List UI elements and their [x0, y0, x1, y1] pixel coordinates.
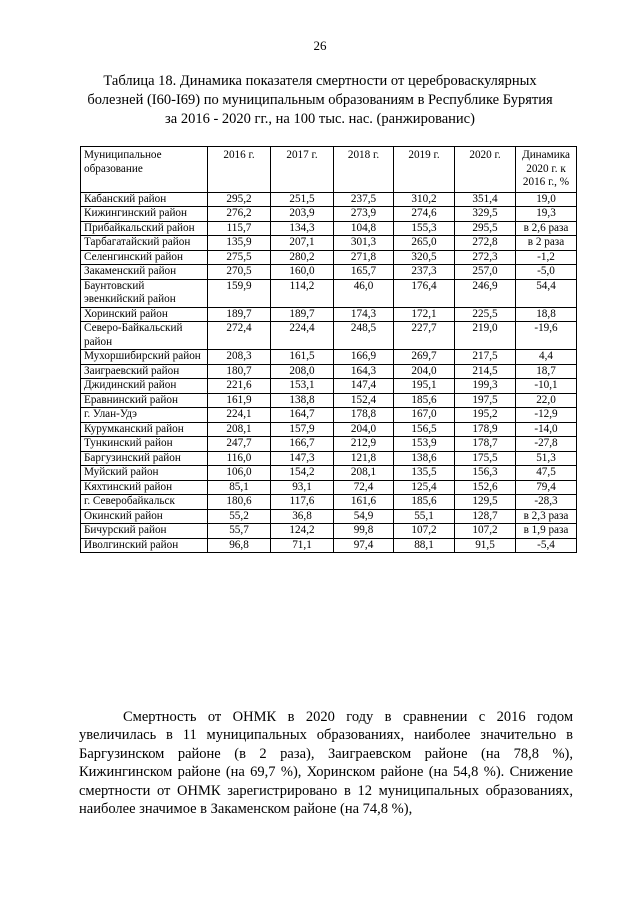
value-cell: 125,4 [394, 480, 455, 495]
value-cell: 117,6 [271, 495, 334, 510]
value-cell: -27,8 [516, 437, 577, 452]
value-cell: 54,4 [516, 279, 577, 307]
value-cell: 22,0 [516, 393, 577, 408]
value-cell: 18,7 [516, 364, 577, 379]
table-row [81, 393, 577, 408]
value-cell: 208,1 [208, 422, 271, 437]
value-cell: 19,0 [516, 192, 577, 207]
value-cell: 160,0 [271, 265, 334, 280]
value-cell: 280,2 [271, 250, 334, 265]
municipality-cell: Прибайкальский район [81, 221, 208, 236]
table-caption [60, 72, 580, 129]
value-cell: 104,8 [334, 221, 394, 236]
value-cell: 106,0 [208, 466, 271, 481]
value-cell: 93,1 [271, 480, 334, 495]
value-cell: 161,9 [208, 393, 271, 408]
value-cell: 310,2 [394, 192, 455, 207]
column-header: 2018 г. [334, 147, 394, 193]
value-cell: 219,0 [455, 322, 516, 350]
value-cell: 247,7 [208, 437, 271, 452]
municipality-cell: Селенгинский район [81, 250, 208, 265]
table-row [81, 350, 577, 365]
column-header: Динамика 2020 г. к 2016 г., % [516, 147, 577, 193]
value-cell: 189,7 [271, 307, 334, 322]
value-cell: 36,8 [271, 509, 334, 524]
value-cell: 96,8 [208, 538, 271, 553]
value-cell: 265,0 [394, 236, 455, 251]
value-cell: 115,7 [208, 221, 271, 236]
value-cell: 214,5 [455, 364, 516, 379]
value-cell: 272,3 [455, 250, 516, 265]
table-body [81, 192, 577, 553]
value-cell: 79,4 [516, 480, 577, 495]
value-cell: 135,5 [394, 466, 455, 481]
value-cell: 208,0 [271, 364, 334, 379]
municipality-cell: Муйский район [81, 466, 208, 481]
value-cell: 147,3 [271, 451, 334, 466]
value-cell: 246,9 [455, 279, 516, 307]
value-cell: 195,2 [455, 408, 516, 423]
value-cell: 134,3 [271, 221, 334, 236]
column-header: 2016 г. [208, 147, 271, 193]
value-cell: 55,7 [208, 524, 271, 539]
value-cell: 237,3 [394, 265, 455, 280]
value-cell: 88,1 [394, 538, 455, 553]
value-cell: 178,9 [455, 422, 516, 437]
value-cell: 135,9 [208, 236, 271, 251]
column-header: 2019 г. [394, 147, 455, 193]
column-header: 2017 г. [271, 147, 334, 193]
value-cell: 208,3 [208, 350, 271, 365]
value-cell: 251,5 [271, 192, 334, 207]
value-cell: 124,2 [271, 524, 334, 539]
value-cell: 224,1 [208, 408, 271, 423]
municipality-cell: Еравнинский район [81, 393, 208, 408]
municipality-cell: Баргузинский район [81, 451, 208, 466]
table-row [81, 495, 577, 510]
value-cell: 301,3 [334, 236, 394, 251]
municipality-cell: Кабанский район [81, 192, 208, 207]
value-cell: 85,1 [208, 480, 271, 495]
municipality-cell: Бичурский район [81, 524, 208, 539]
value-cell: 91,5 [455, 538, 516, 553]
value-cell: 161,6 [334, 495, 394, 510]
value-cell: 156,3 [455, 466, 516, 481]
value-cell: 19,3 [516, 207, 577, 222]
value-cell: 107,2 [455, 524, 516, 539]
value-cell: 72,4 [334, 480, 394, 495]
value-cell: 159,9 [208, 279, 271, 307]
municipality-cell: Тарбагатайский район [81, 236, 208, 251]
value-cell: 295,2 [208, 192, 271, 207]
value-cell: 51,3 [516, 451, 577, 466]
table-row [81, 236, 577, 251]
value-cell: 224,4 [271, 322, 334, 350]
value-cell: 273,9 [334, 207, 394, 222]
value-cell: 107,2 [394, 524, 455, 539]
value-cell: 116,0 [208, 451, 271, 466]
value-cell: 166,7 [271, 437, 334, 452]
value-cell: 320,5 [394, 250, 455, 265]
value-cell: 47,5 [516, 466, 577, 481]
value-cell: 175,5 [455, 451, 516, 466]
municipality-cell: Иволгинский район [81, 538, 208, 553]
table-row [81, 538, 577, 553]
value-cell: 199,3 [455, 379, 516, 394]
value-cell: -19,6 [516, 322, 577, 350]
table-row [81, 265, 577, 280]
value-cell: -5,0 [516, 265, 577, 280]
table-row [81, 524, 577, 539]
value-cell: 269,7 [394, 350, 455, 365]
value-cell: 164,3 [334, 364, 394, 379]
table-row [81, 364, 577, 379]
value-cell: 295,5 [455, 221, 516, 236]
value-cell: 128,7 [455, 509, 516, 524]
page-number: 26 [313, 38, 327, 53]
value-cell: 270,5 [208, 265, 271, 280]
value-cell: 129,5 [455, 495, 516, 510]
value-cell: 203,9 [271, 207, 334, 222]
value-cell: 212,9 [334, 437, 394, 452]
value-cell: 138,6 [394, 451, 455, 466]
value-cell: 329,5 [455, 207, 516, 222]
municipality-cell: Закаменский район [81, 265, 208, 280]
value-cell: 4,4 [516, 350, 577, 365]
value-cell: 248,5 [334, 322, 394, 350]
municipality-cell: г. Улан-Удэ [81, 408, 208, 423]
value-cell: 138,8 [271, 393, 334, 408]
value-cell: -10,1 [516, 379, 577, 394]
municipality-cell: Хоринский район [81, 307, 208, 322]
value-cell: 272,4 [208, 322, 271, 350]
table-row [81, 509, 577, 524]
value-cell: 180,6 [208, 495, 271, 510]
value-cell: -14,0 [516, 422, 577, 437]
table-row [81, 408, 577, 423]
value-cell: 154,2 [271, 466, 334, 481]
value-cell: 156,5 [394, 422, 455, 437]
municipality-cell: Мухоршибирский район [81, 350, 208, 365]
value-cell: 172,1 [394, 307, 455, 322]
table-row [81, 250, 577, 265]
municipality-cell: Джидинский район [81, 379, 208, 394]
column-header: 2020 г. [455, 147, 516, 193]
body-paragraph: Смертность от ОНМК в 2020 году в сравнении с 2016 годом увеличилась в 11 муниципальных образованиях, наиболее значительно в Баргузинском районе (в 2 раза), Заиграевском районе (на 78,8 %), Кижингинском районе (на 69,7 %), Хоринском районе (на 54,8 %). Снижение смертности от ОНМК зарегистрировано в 12 муниципальных образованиях, наиболее значимое в Закаменском районе (на 74,8 %), [79, 709, 573, 818]
table-row [81, 451, 577, 466]
value-cell: 272,8 [455, 236, 516, 251]
value-cell: -12,9 [516, 408, 577, 423]
value-cell: 207,1 [271, 236, 334, 251]
value-cell: в 2,3 раза [516, 509, 577, 524]
value-cell: 166,9 [334, 350, 394, 365]
value-cell: -28,3 [516, 495, 577, 510]
value-cell: -1,2 [516, 250, 577, 265]
value-cell: 55,2 [208, 509, 271, 524]
value-cell: 54,9 [334, 509, 394, 524]
table-row [81, 221, 577, 236]
municipality-cell: г. Северобайкальск [81, 495, 208, 510]
value-cell: 174,3 [334, 307, 394, 322]
municipality-cell: Тункинский район [81, 437, 208, 452]
municipality-cell: Курумканский район [81, 422, 208, 437]
value-cell: 197,5 [455, 393, 516, 408]
value-cell: в 2,6 раза [516, 221, 577, 236]
value-cell: 351,4 [455, 192, 516, 207]
value-cell: 195,1 [394, 379, 455, 394]
municipality-cell: Баунтовский эвенкийский район [81, 279, 208, 307]
value-cell: 189,7 [208, 307, 271, 322]
table-row [81, 466, 577, 481]
table-row [81, 437, 577, 452]
table-row [81, 307, 577, 322]
value-cell: 208,1 [334, 466, 394, 481]
value-cell: 18,8 [516, 307, 577, 322]
value-cell: в 2 раза [516, 236, 577, 251]
value-cell: 204,0 [334, 422, 394, 437]
municipality-cell: Кяхтинский район [81, 480, 208, 495]
value-cell: 164,7 [271, 408, 334, 423]
value-cell: 217,5 [455, 350, 516, 365]
value-cell: 97,4 [334, 538, 394, 553]
value-cell: в 1,9 раза [516, 524, 577, 539]
table-row [81, 322, 577, 350]
table-row [81, 422, 577, 437]
value-cell: 152,6 [455, 480, 516, 495]
table-row [81, 207, 577, 222]
value-cell: 178,7 [455, 437, 516, 452]
table-row [81, 480, 577, 495]
table-row [81, 379, 577, 394]
value-cell: 167,0 [394, 408, 455, 423]
value-cell: 178,8 [334, 408, 394, 423]
value-cell: -5,4 [516, 538, 577, 553]
municipality-cell: Кижингинский район [81, 207, 208, 222]
caption-line-3: за 2016 - 2020 гг., на 100 тыс. нас. (ранжированис) [165, 111, 475, 127]
value-cell: 71,1 [271, 538, 334, 553]
value-cell: 99,8 [334, 524, 394, 539]
value-cell: 274,6 [394, 207, 455, 222]
column-header: Муниципальное образование [81, 147, 208, 193]
value-cell: 275,5 [208, 250, 271, 265]
value-cell: 204,0 [394, 364, 455, 379]
value-cell: 185,6 [394, 495, 455, 510]
municipality-cell: Северо-Байкальский район [81, 322, 208, 350]
caption-line-2: болезней (I60-I69) по муниципальным образованиям в Республике Бурятия [87, 92, 553, 108]
value-cell: 55,1 [394, 509, 455, 524]
municipality-cell: Окинский район [81, 509, 208, 524]
value-cell: 147,4 [334, 379, 394, 394]
value-cell: 276,2 [208, 207, 271, 222]
value-cell: 165,7 [334, 265, 394, 280]
value-cell: 46,0 [334, 279, 394, 307]
municipality-cell: Заиграевский район [81, 364, 208, 379]
value-cell: 161,5 [271, 350, 334, 365]
mortality-table [80, 146, 577, 553]
table-row [81, 279, 577, 307]
table-header-row [81, 147, 577, 193]
table-row [81, 192, 577, 207]
value-cell: 155,3 [394, 221, 455, 236]
value-cell: 227,7 [394, 322, 455, 350]
value-cell: 153,9 [394, 437, 455, 452]
value-cell: 180,7 [208, 364, 271, 379]
value-cell: 257,0 [455, 265, 516, 280]
value-cell: 152,4 [334, 393, 394, 408]
value-cell: 114,2 [271, 279, 334, 307]
value-cell: 185,6 [394, 393, 455, 408]
value-cell: 176,4 [394, 279, 455, 307]
value-cell: 237,5 [334, 192, 394, 207]
value-cell: 271,8 [334, 250, 394, 265]
value-cell: 225,5 [455, 307, 516, 322]
value-cell: 153,1 [271, 379, 334, 394]
value-cell: 221,6 [208, 379, 271, 394]
value-cell: 121,8 [334, 451, 394, 466]
caption-line-1: Таблица 18. Динамика показателя смертности от цереброваскулярных [103, 73, 537, 89]
value-cell: 157,9 [271, 422, 334, 437]
